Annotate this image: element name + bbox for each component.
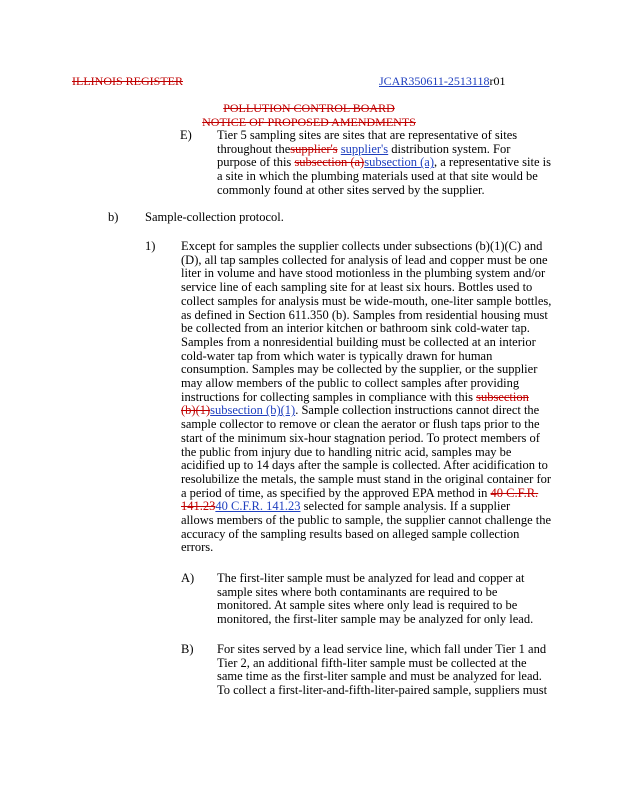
text-run: Tier 2, an additional fifth-liter sample must be collected at the — [217, 655, 527, 670]
text-line — [181, 295, 551, 309]
text-line — [217, 613, 533, 627]
text-line — [217, 129, 551, 143]
text-line — [217, 156, 551, 170]
deleted-text: 141.23 — [181, 499, 216, 514]
text-line — [181, 267, 551, 281]
text-run: instructions for collecting samples in compliance with this — [181, 389, 477, 404]
text-line — [217, 170, 551, 184]
text-run: Samples from a nonresidential building must be collected at an interior — [181, 334, 536, 349]
text-line — [217, 143, 551, 157]
agency-title: POLLUTION CONTROL BOARD — [223, 101, 395, 115]
text-run: purpose of this — [217, 155, 295, 170]
text-run: commonly found at other sites served by the supplier. — [217, 182, 485, 197]
text-run: sample sites where both contaminants are required to be — [217, 584, 498, 599]
text-line — [181, 487, 551, 501]
text-line — [181, 528, 551, 542]
text-line — [217, 657, 547, 671]
text-run: throughout the — [217, 141, 291, 156]
text-line — [181, 240, 551, 254]
text-run: cold-water tap from which water is typically drawn for human — [181, 348, 493, 363]
item-a-label: A) — [181, 571, 195, 585]
text-run: distribution system. For — [388, 141, 511, 156]
text-run: service line of each sampling site for at least six hours. Bottles used to — [181, 280, 533, 295]
text-run: monitored, the first-liter sample may be analyzed for only lead. — [217, 612, 534, 627]
text-line — [181, 446, 551, 460]
header-document-code — [379, 74, 505, 89]
item-a-text — [217, 572, 533, 627]
deleted-text: supplier's — [290, 141, 338, 156]
text-line — [181, 404, 551, 418]
item-b-label: b) — [108, 210, 119, 224]
text-line — [181, 322, 551, 336]
text-run: selected for sample analysis. If a supplier — [300, 499, 511, 514]
text-line — [181, 459, 551, 473]
inserted-text: supplier's — [340, 141, 389, 156]
item-b-text: Sample-collection protocol. — [145, 210, 284, 224]
text-run: resolubilize the metals, the sample must stand in the original container for — [181, 471, 552, 486]
text-run: (D), all tap samples collected for analysis of lead and copper must be one — [181, 252, 548, 267]
text-run: For sites served by a lead service line, which fall under Tier 1 and — [217, 642, 547, 656]
text-run: Except for samples the supplier collects under subsections (b)(1)(C) and — [181, 239, 543, 253]
text-run: liter in volume and have stood motionless in the plumbing system and/or — [181, 266, 546, 281]
text-run: a period of time, as specified by the approved EPA method in — [181, 485, 491, 500]
text-line — [181, 336, 551, 350]
text-run: The first-liter sample must be analyzed for lead and copper at — [217, 571, 525, 585]
text-line — [181, 514, 551, 528]
text-line — [181, 418, 551, 432]
header-code-tail: r01 — [489, 74, 506, 88]
text-run: allows members of the public to sample, the supplier cannot challenge the — [181, 513, 552, 528]
text-line — [181, 432, 551, 446]
text-run: a site in which the plumbing materials used at that site would be — [217, 169, 538, 184]
inserted-text: subsection (b)(1) — [210, 403, 296, 418]
text-run: . Sample collection instructions cannot direct the — [295, 403, 540, 418]
item-1-text — [181, 240, 551, 555]
inserted-text: subsection (a) — [364, 155, 434, 170]
text-line — [217, 572, 533, 586]
text-line — [217, 684, 547, 698]
text-run: errors. — [181, 540, 214, 555]
text-run: accuracy of the sampling results based on alleged sample collection — [181, 526, 520, 541]
text-run: may allow members of the public to collect samples after providing — [181, 376, 520, 391]
text-line — [217, 643, 547, 657]
text-line — [181, 541, 551, 555]
deleted-text: 40 C.F.R. — [490, 485, 539, 500]
text-run: acidified up to 14 days after the sample is collected. After acidification to — [181, 458, 548, 473]
text-line — [181, 473, 551, 487]
item-e-text — [217, 129, 551, 198]
header-code-inserted: JCAR350611-2513118 — [379, 74, 490, 88]
text-line — [181, 281, 551, 295]
text-line — [181, 350, 551, 364]
inserted-text: 40 C.F.R. 141.23 — [215, 499, 301, 514]
text-line — [181, 500, 551, 514]
item-bb-text — [217, 643, 547, 698]
text-run: Tier 5 sampling sites are sites that are representative of sites — [217, 128, 518, 142]
text-line — [181, 391, 551, 405]
text-line — [217, 184, 551, 198]
text-line — [181, 254, 551, 268]
text-run: consumption. Samples may be collected by the supplier, or the supplier — [181, 362, 538, 377]
deleted-text: subsection (a) — [294, 155, 365, 170]
notice-title: NOTICE OF PROPOSED AMENDMENTS — [202, 115, 416, 129]
text-line — [181, 309, 551, 323]
deleted-text: (b)(1) — [181, 403, 211, 418]
header-register-title: ILLINOIS REGISTER — [72, 74, 183, 88]
item-e-label: E) — [180, 128, 192, 142]
deleted-text: subsection — [476, 389, 529, 404]
text-run: start of the minimum six-hour stagnation period. To protect members of — [181, 430, 540, 445]
text-run: as defined in Section 611.350 (b). Samples from residential housing must — [181, 307, 548, 322]
item-bb-label: B) — [181, 642, 194, 656]
text-run: To collect a first-liter-and-fifth-liter-paired sample, suppliers must — [217, 683, 548, 698]
text-run: sample collector to remove or clean the aerator or flush taps prior to the — [181, 417, 540, 432]
text-line — [181, 363, 551, 377]
text-run: monitored. At sample sites where only lead is required to be — [217, 598, 518, 613]
text-run: same time as the first-liter sample and must be analyzed for lead. — [217, 669, 542, 684]
text-line — [217, 586, 533, 600]
text-line — [217, 670, 547, 684]
text-line — [217, 599, 533, 613]
text-run: the public from injury due to handling nitric acid, samples may be — [181, 444, 512, 459]
text-line — [181, 377, 551, 391]
text-run: be collected from an interior kitchen or bathroom sink cold-water tap. — [181, 321, 530, 336]
item-1-label: 1) — [145, 239, 156, 253]
text-run: , a representative site is — [434, 155, 551, 170]
text-run: collect samples for analysis must be wide-mouth, one-liter sample bottles, — [181, 293, 552, 308]
